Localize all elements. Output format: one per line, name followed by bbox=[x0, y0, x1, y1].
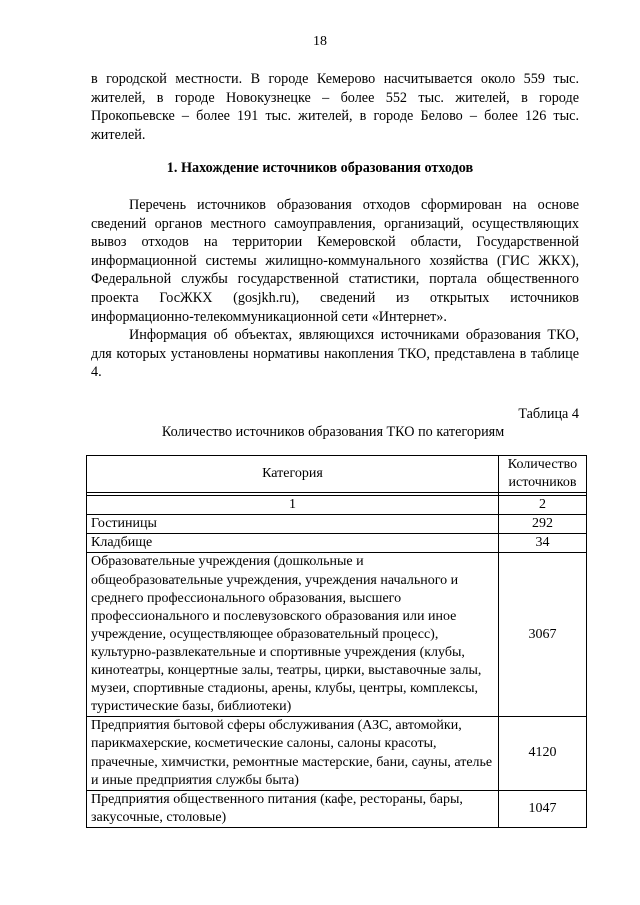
row-category: Предприятия общественного питания (кафе, рестораны, бары, закусочные, столовые) bbox=[87, 790, 499, 827]
paragraph-table-reference: Информация об объектах, являющихся источниками образования ТКО, для которых установлены нормативы накопления ТКО, представлена в таблице 4. bbox=[91, 327, 579, 381]
body-text bbox=[91, 196, 579, 382]
table-column-numbers-row bbox=[87, 496, 587, 515]
row-category: Гостиницы bbox=[87, 515, 499, 534]
table-caption: Количество источников образования ТКО по категориям bbox=[161, 424, 505, 440]
section-heading: 1. Нахождение источников образования отходов bbox=[166, 160, 474, 176]
page-number: 18 bbox=[313, 34, 327, 49]
column-number-2: 2 bbox=[499, 496, 587, 515]
row-count: 34 bbox=[499, 534, 587, 553]
row-category: Кладбище bbox=[87, 534, 499, 553]
header-count: Количество источников bbox=[499, 456, 587, 493]
table-row bbox=[87, 515, 587, 534]
column-number-1: 1 bbox=[87, 496, 499, 515]
table-row bbox=[87, 534, 587, 553]
row-count: 292 bbox=[499, 515, 587, 534]
header-category: Категория bbox=[87, 456, 499, 493]
table-row bbox=[87, 790, 587, 827]
intro-block bbox=[91, 70, 579, 144]
table-header-row bbox=[87, 456, 587, 493]
row-count: 4120 bbox=[499, 717, 587, 790]
row-category: Предприятия бытовой сферы обслуживания (АЗС, автомойки, парикмахерские, косметические салоны, салоны красоты, прачечные, химчистки, ремонтные мастерские, бани, сауны, ателье и иные предприятия службы быта) bbox=[87, 717, 499, 790]
table-row bbox=[87, 553, 587, 717]
row-count: 1047 bbox=[499, 790, 587, 827]
paragraph-sources-list: Перечень источников образования отходов сформирован на основе сведений органов местного самоуправления, организаций, осуществляющих вывоз отходов на территории Кемеровской области, Государственной информационной системы жилищно-коммунального хозяйства (ГИС ЖКХ), Федеральной службы государственной статистики, портала общественного проекта ГосЖКХ (gosjkh.ru), сведений из открытых источников информационно-телекоммуникационной сети «Интернет». bbox=[91, 197, 579, 325]
table-label: Таблица 4 bbox=[518, 406, 579, 422]
sources-table bbox=[86, 455, 587, 828]
intro-paragraph: в городской местности. В городе Кемерово насчитывается около 559 тыс. жителей, в городе Новокузнецке – более 552 тыс. жителей, в городе Прокопьевске – более 191 тыс. жителей, в городе Белово – более 126 тыс. жителей. bbox=[91, 71, 579, 143]
row-count: 3067 bbox=[499, 553, 587, 717]
table-row bbox=[87, 717, 587, 790]
row-category: Образовательные учреждения (дошкольные и общеобразовательные учреждения, учреждения начального и среднего профессионального образования, высшего профессионального и послевузовского образования или иное учреждение, осуществляющее образовательный процесс), культурно-развлекательные и спортивные учреждения (клубы, кинотеатры, концертные залы, театры, цирки, выставочные залы, музеи, спортивные стадионы, арены, клубы, центры, комплексы, туристические базы, библиотеки) bbox=[87, 553, 499, 717]
